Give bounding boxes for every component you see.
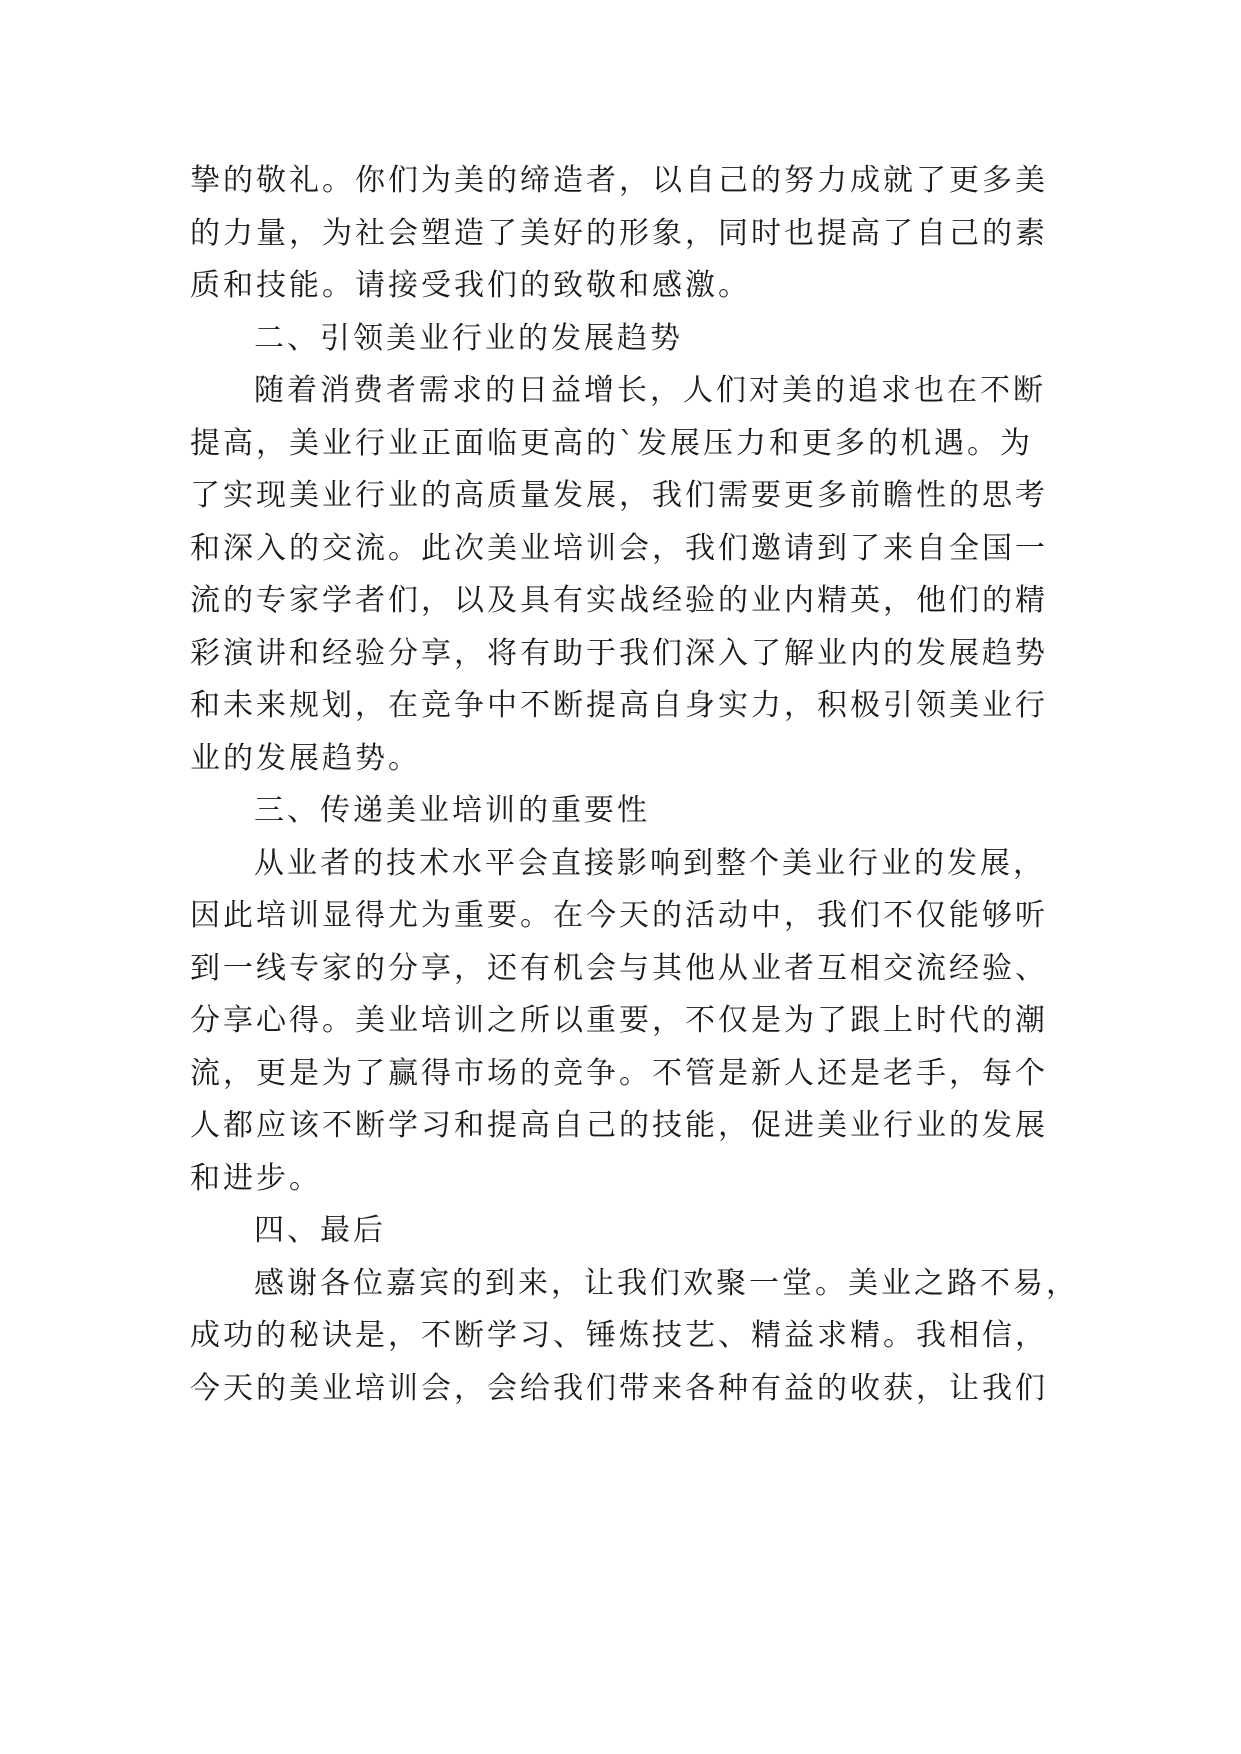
section-heading: 四、最后 [254, 1213, 386, 1248]
paragraph-line: 业的发展趋势。 [190, 740, 421, 776]
paragraph-line: 质和技能。请接受我们的致敬和感激。 [190, 268, 751, 303]
paragraph-line: 和深入的交流。此次美业培训会，我们邀请到了来自全国一 [190, 530, 1048, 566]
paragraph-line: 随着消费者需求的日益增长，人们对美的追求也在不断 [254, 373, 1046, 408]
paragraph-line: 人都应该不断学习和提高自己的技能，促进美业行业的发展 [190, 1108, 1048, 1143]
paragraph-line: 和未来规划，在竞争中不断提高自身实力，积极引领美业行 [190, 688, 1048, 723]
paragraph-line: 流的专家学者们，以及具有实战经验的业内精英，他们的精 [190, 583, 1048, 618]
paragraph-line: 了实现美业行业的高质量发展，我们需要更多前瞻性的思考 [190, 478, 1048, 513]
paragraph-line: 提高，美业行业正面临更高的`发展压力和更多的机遇。为 [190, 425, 1033, 461]
paragraph-line: 彩演讲和经验分享，将有助于我们深入了解业内的发展趋势 [190, 635, 1048, 671]
paragraph-line: 成功的秘诀是，不断学习、锤炼技艺、精益求精。我相信， [190, 1318, 1048, 1353]
paragraph-line: 的力量，为社会塑造了美好的形象，同时也提高了自己的素 [190, 215, 1048, 251]
paragraph-line: 流，更是为了赢得市场的竞争。不管是新人还是老手，每个 [190, 1055, 1048, 1091]
paragraph-line: 和进步。 [190, 1160, 322, 1196]
paragraph-line: 分享心得。美业培训之所以重要，不仅是为了跟上时代的潮 [190, 1003, 1048, 1038]
paragraph-line: 从业者的技术水平会直接影响到整个美业行业的发展， [254, 845, 1046, 881]
paragraph-line: 感谢各位嘉宾的到来，让我们欢聚一堂。美业之路不易， [254, 1265, 1079, 1301]
section-heading: 二、引领美业行业的发展趋势 [254, 320, 683, 356]
section-heading: 三、传递美业培训的重要性 [254, 793, 650, 828]
paragraph-line: 因此培训显得尤为重要。在今天的活动中，我们不仅能够听 [190, 898, 1048, 933]
paragraph-line: 到一线专家的分享，还有机会与其他从业者互相交流经验、 [190, 950, 1048, 986]
paragraph-line: 挚的敬礼。你们为美的缔造者，以自己的努力成就了更多美 [190, 163, 1048, 198]
paragraph-line: 今天的美业培训会，会给我们带来各种有益的收获，让我们 [190, 1370, 1048, 1406]
document-body [190, 155, 1079, 1415]
